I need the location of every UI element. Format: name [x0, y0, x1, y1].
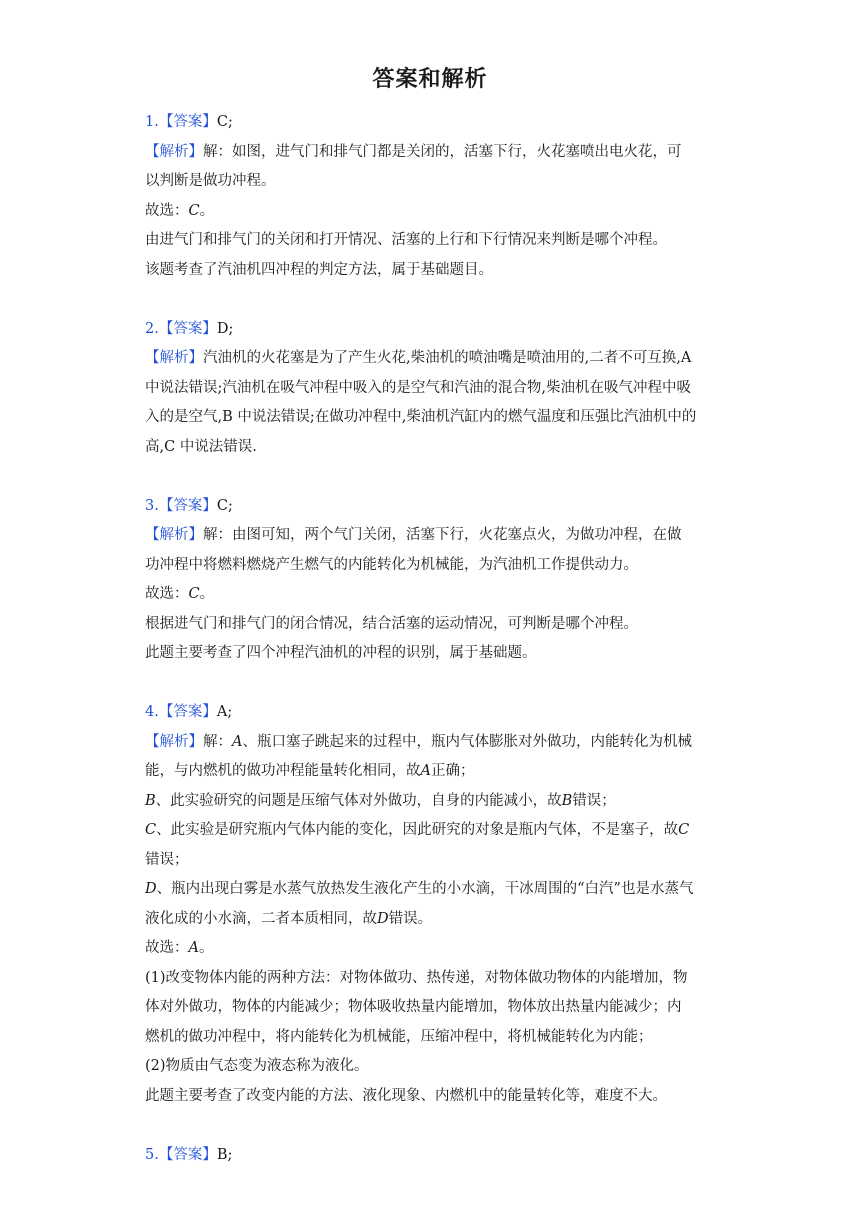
analysis-line: [145, 344, 720, 374]
analysis-line: 𝐵、此实验研究的问题是压缩气体对外做功，自身的内能减小，故𝐵错误；: [145, 792, 616, 809]
analysis-line: 以判断是做功冲程。: [145, 173, 276, 189]
analysis-line: 此题主要考查了四个冲程汽油机的冲程的识别，属于基础题。: [145, 645, 537, 661]
answer-tag: 【答案】: [158, 114, 217, 130]
question-number: 2.: [145, 320, 159, 337]
question-number: 1.: [145, 114, 159, 130]
answer-value: A;: [216, 704, 233, 720]
answer-tag: 【答案】: [158, 1146, 217, 1163]
answer-line-q2: [145, 315, 720, 345]
answer-line-q5: [145, 1141, 720, 1171]
question-number: 4.: [145, 704, 159, 720]
analysis-tag: 【解析】: [145, 143, 203, 160]
answer-value: D;: [216, 320, 234, 337]
analysis-text: 解：𝐴、瓶口塞子跳起来的过程中，瓶内气体膨胀对外做功，内能转化为机械: [203, 733, 692, 750]
analysis-line: 中说法错误;汽油机在吸气冲程中吸入的是空气和汽油的混合物,柴油机在吸气冲程中吸: [145, 379, 691, 396]
analysis-line: 能，与内燃机的做功冲程能量转化相同，故𝐴正确；: [145, 763, 475, 779]
analysis-text: 汽油机的火花塞是为了产生火花,柴油机的喷油嘴是喷油用的,二者不可互换,A: [203, 350, 692, 366]
spacer: [145, 285, 720, 315]
answer-content: [145, 108, 720, 1170]
answer-tag: 【答案】: [158, 497, 217, 514]
analysis-tag: 【解析】: [145, 350, 203, 366]
analysis-line: 入的是空气,B 中说法错误;在做功冲程中,柴油机汽缸内的燃气温度和压强比汽油机中的: [145, 409, 697, 425]
analysis-line: 故选：𝐶。: [145, 586, 215, 602]
analysis-text: 解：由图可知，两个气门关闭，活塞下行，火花塞点火，为做功冲程，在做: [203, 527, 682, 543]
analysis-tag: 【解析】: [145, 527, 203, 543]
page-title: 答案和解析: [372, 66, 488, 92]
analysis-line: 𝐷、瓶内出现白雾是水蒸气放热发生液化产生的小水滴，干冰周围的“白汽”也是水蒸气: [145, 881, 694, 897]
analysis-line: 该题考查了汽油机四冲程的判定方法，属于基础题目。: [145, 261, 493, 278]
analysis-text: 解：如图，进气门和排气门都是关闭的，活塞下行，火花塞喷出电火花，可: [203, 143, 682, 160]
analysis-line: 故选：𝐶。: [145, 202, 215, 219]
analysis-line: (1)改变物体内能的两种方法：对物体做功、热传递，对物体做功物体的内能增加，物: [145, 969, 688, 986]
analysis-line: 𝐶、此实验是研究瓶内气体内能的变化，因此研究的对象是瓶内气体，不是塞子，故𝐶: [145, 822, 690, 838]
spacer: [145, 1111, 720, 1141]
question-number: 3.: [145, 497, 159, 514]
analysis-line: 由进气门和排气门的关闭和打开情况、活塞的上行和下行情况来判断是哪个冲程。: [145, 232, 667, 248]
answer-line-q4: [145, 698, 720, 728]
answer-line-q1: [145, 108, 720, 138]
answer-value: C;: [216, 497, 233, 514]
answer-value: B;: [216, 1146, 233, 1163]
analysis-line: (2)物质由气态变为液态称为液化。: [145, 1058, 369, 1074]
answer-tag: 【答案】: [158, 320, 217, 337]
question-number: 5.: [145, 1146, 159, 1163]
analysis-line: 此题主要考查了改变内能的方法、液化现象、内燃机中的能量转化等，难度不大。: [145, 1087, 667, 1104]
spacer: [145, 462, 720, 492]
answer-line-q3: [145, 492, 720, 522]
analysis-line: [145, 728, 720, 758]
analysis-line: [145, 138, 720, 168]
analysis-line: 液化成的小水滴，二者本质相同，故𝐷错误。: [145, 910, 433, 927]
answer-value: C;: [216, 114, 233, 130]
analysis-line: 高,C 中说法错误.: [145, 438, 257, 455]
answer-tag: 【答案】: [158, 704, 217, 720]
analysis-line: 错误；: [145, 851, 189, 868]
spacer: [145, 669, 720, 699]
analysis-line: 燃机的做功冲程中，将内能转化为机械能，压缩冲程中，将机械能转化为内能；: [145, 1028, 653, 1045]
analysis-line: 故选：𝐴。: [145, 940, 214, 956]
analysis-tag: 【解析】: [145, 733, 203, 750]
analysis-line: 体对外做功，物体的内能减少；物体吸收热量内能增加，物体放出热量内能减少；内: [145, 999, 682, 1015]
analysis-line: [145, 521, 720, 551]
analysis-line: 根据进气门和排气门的闭合情况，结合活塞的运动情况，可判断是哪个冲程。: [145, 615, 638, 632]
analysis-line: 功冲程中将燃料燃烧产生燃气的内能转化为机械能，为汽油机工作提供动力。: [145, 556, 638, 573]
